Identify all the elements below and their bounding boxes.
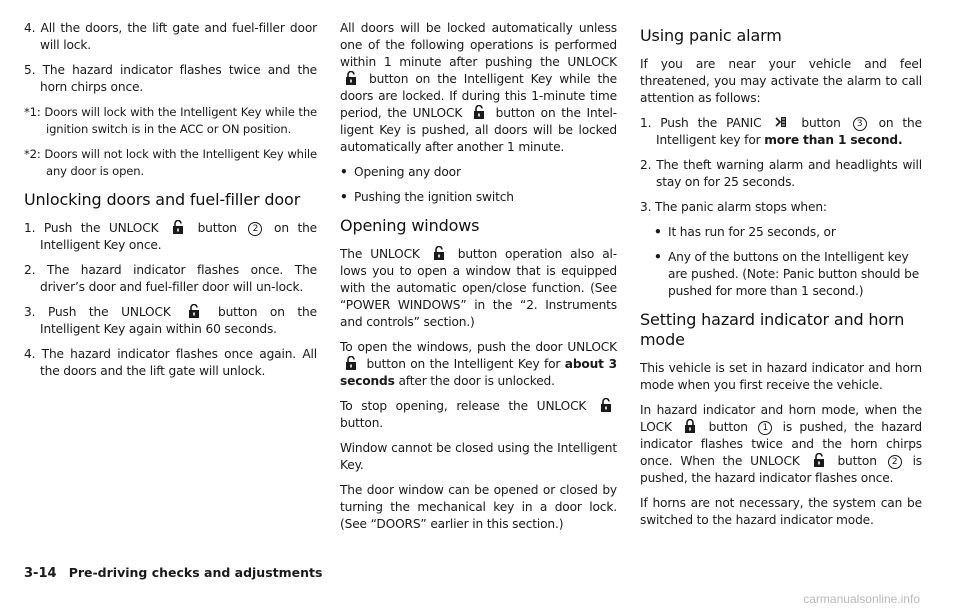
page-number: 3-14	[24, 566, 57, 581]
windows-text-1: The UNLOCK	[340, 247, 420, 261]
hazard-text-1: In hazard indicator and horn mode, when the LOCK	[640, 403, 922, 434]
hazard-paragraph-1: This vehicle is set in hazard indicator and horn mode when you first receive the vehicle.	[640, 361, 922, 392]
stop-text-1: To stop opening, release the UNLOCK	[340, 399, 587, 413]
mechanical-key-paragraph: The door window can be opened or closed by turning the mechanical key in a door lock. (See “DOORS” earlier in this section.)	[340, 483, 617, 531]
unlock-step-3-text: 3. Push the UNLOCK	[24, 305, 171, 319]
bullet-text: Opening any door	[354, 165, 461, 179]
auto-relock-text-2: button on the Intelligent Key while the doors are locked. If during this 1-minute time period, the UNLOCK	[340, 72, 618, 120]
open-windows-paragraph	[340, 339, 617, 390]
hazard-text-4: button	[837, 454, 877, 468]
windows-text-2: button operation also al-lows you to open a window that is equipped with the automatic open/close function. (See “POWER WINDOWS” in the “2. Instruments and controls” section.)	[340, 247, 617, 329]
callout-2: 2	[888, 455, 902, 469]
page-footer	[24, 565, 322, 581]
footnote-1: *1: Doors will lock with the Intelligent Key while the ignition switch is in the ACC or ON position.	[24, 105, 317, 136]
unlock-step-1-button: button	[197, 221, 237, 235]
heading-opening-windows: Opening windows	[340, 216, 480, 235]
panic-step-2: 2. The theft warning alarm and headlights will stay on for 25 seconds.	[640, 158, 922, 189]
panic-step-1-button: button	[801, 116, 841, 130]
panic-icon	[774, 115, 788, 129]
panic-step-1-text: 1. Push the PANIC	[640, 116, 762, 130]
hazard-text-3: is pushed, the hazard indicator flashes twice and the horn chirps once. When the UNLOCK	[640, 420, 922, 468]
unlock-step-1	[24, 220, 317, 254]
watermark: carmanualsonline.info	[803, 592, 920, 606]
auto-relock-paragraph	[340, 20, 617, 156]
open-text-1: To open the windows, push the door UNLOCK	[340, 340, 617, 354]
panic-intro: If you are near your vehicle and feel threatened, you may activate the alarm to call attention as follows:	[640, 57, 922, 105]
callout-2: 2	[248, 222, 262, 236]
unlock-icon	[344, 356, 358, 370]
panic-step-1-tail: on the Intelligent key for	[656, 116, 922, 147]
hazard-text-2: button	[708, 420, 748, 434]
list-item	[340, 164, 617, 181]
panic-step-3: 3. The panic alarm stops when:	[640, 200, 827, 214]
list-item	[654, 224, 922, 241]
list-item	[340, 189, 617, 206]
unlock-icon	[599, 398, 613, 412]
stop-text-2: button.	[340, 416, 384, 430]
callout-3: 3	[853, 117, 867, 131]
unlock-icon	[472, 105, 486, 119]
bullet-text: It has run for 25 seconds, or	[668, 225, 836, 239]
unlock-step-1-tail: on the Intelligent Key once.	[40, 221, 317, 252]
lock-icon	[683, 419, 697, 433]
bullet-text: Pushing the ignition switch	[354, 190, 514, 204]
callout-1: 1	[758, 421, 772, 435]
lock-step-5: 5. The hazard indicator flashes twice and the horn chirps once.	[24, 63, 317, 94]
bullet-text: Any of the buttons on the Intelligent key are pushed. (Note: Panic button should be pushed for more than 1 second.)	[668, 250, 920, 298]
bullet-dot: •	[340, 190, 348, 204]
section-title: Pre-driving checks and adjustments	[68, 565, 323, 580]
unlock-step-3	[24, 304, 317, 338]
bullet-dot: •	[654, 250, 662, 264]
hazard-text-5: is pushed, the hazard indicator flashes once.	[640, 454, 922, 485]
heading-panic-alarm: Using panic alarm	[640, 26, 782, 45]
open-text-3: after the door is unlocked.	[398, 374, 555, 388]
heading-unlocking-doors: Unlocking doors and fuel-filler door	[24, 190, 301, 209]
unlock-step-3-tail: button on the Intelligent Key again within 60 seconds.	[40, 305, 317, 336]
list-item	[654, 249, 922, 300]
window-close-paragraph: Window cannot be closed using the Intelligent Key.	[340, 441, 617, 472]
auto-relock-text-1: All doors will be locked automatically unless one of the following operations is performed within 1 minute after pushing the UNLOCK	[340, 21, 617, 69]
unlock-icon	[812, 453, 826, 467]
column-left	[24, 20, 317, 388]
lock-step-4: 4. All the doors, the lift gate and fuel-filler door will lock.	[24, 21, 317, 52]
panic-step-1-bold: more than 1 second.	[764, 133, 903, 147]
bullet-dot: •	[654, 225, 662, 239]
unlock-step-1-text: 1. Push the UNLOCK	[24, 221, 159, 235]
heading-hazard-horn-mode: Setting hazard indicator and horn mode	[640, 310, 905, 349]
unlock-step-4: 4. The hazard indicator flashes once again. All the doors and the lift gate will unlock.	[24, 347, 317, 378]
windows-paragraph	[340, 246, 617, 331]
hazard-paragraph-3: If horns are not necessary, the system can be switched to the hazard indicator mode.	[640, 496, 922, 527]
column-right	[640, 20, 922, 537]
column-middle	[340, 20, 617, 541]
hazard-paragraph-2	[640, 402, 922, 487]
open-text-bold: about 3 seconds	[340, 357, 617, 388]
panic-step-1	[640, 115, 922, 149]
open-text-2: button on the Intelligent Key for	[366, 357, 561, 371]
stop-opening-paragraph	[340, 398, 617, 432]
unlock-icon	[432, 246, 446, 260]
bullet-dot: •	[340, 165, 348, 179]
unlock-step-2: 2. The hazard indicator flashes once. The driver’s door and fuel-filler door will un-lock.	[24, 263, 317, 294]
unlock-icon	[171, 220, 185, 234]
auto-relock-text-3: button on the Intel-ligent Key is pushed, all doors will be locked automatically after another 1 minute.	[340, 106, 617, 154]
unlock-icon	[344, 71, 358, 85]
footnote-2: *2: Doors will not lock with the Intelligent Key while any door is open.	[24, 147, 317, 178]
unlock-icon	[187, 304, 201, 318]
